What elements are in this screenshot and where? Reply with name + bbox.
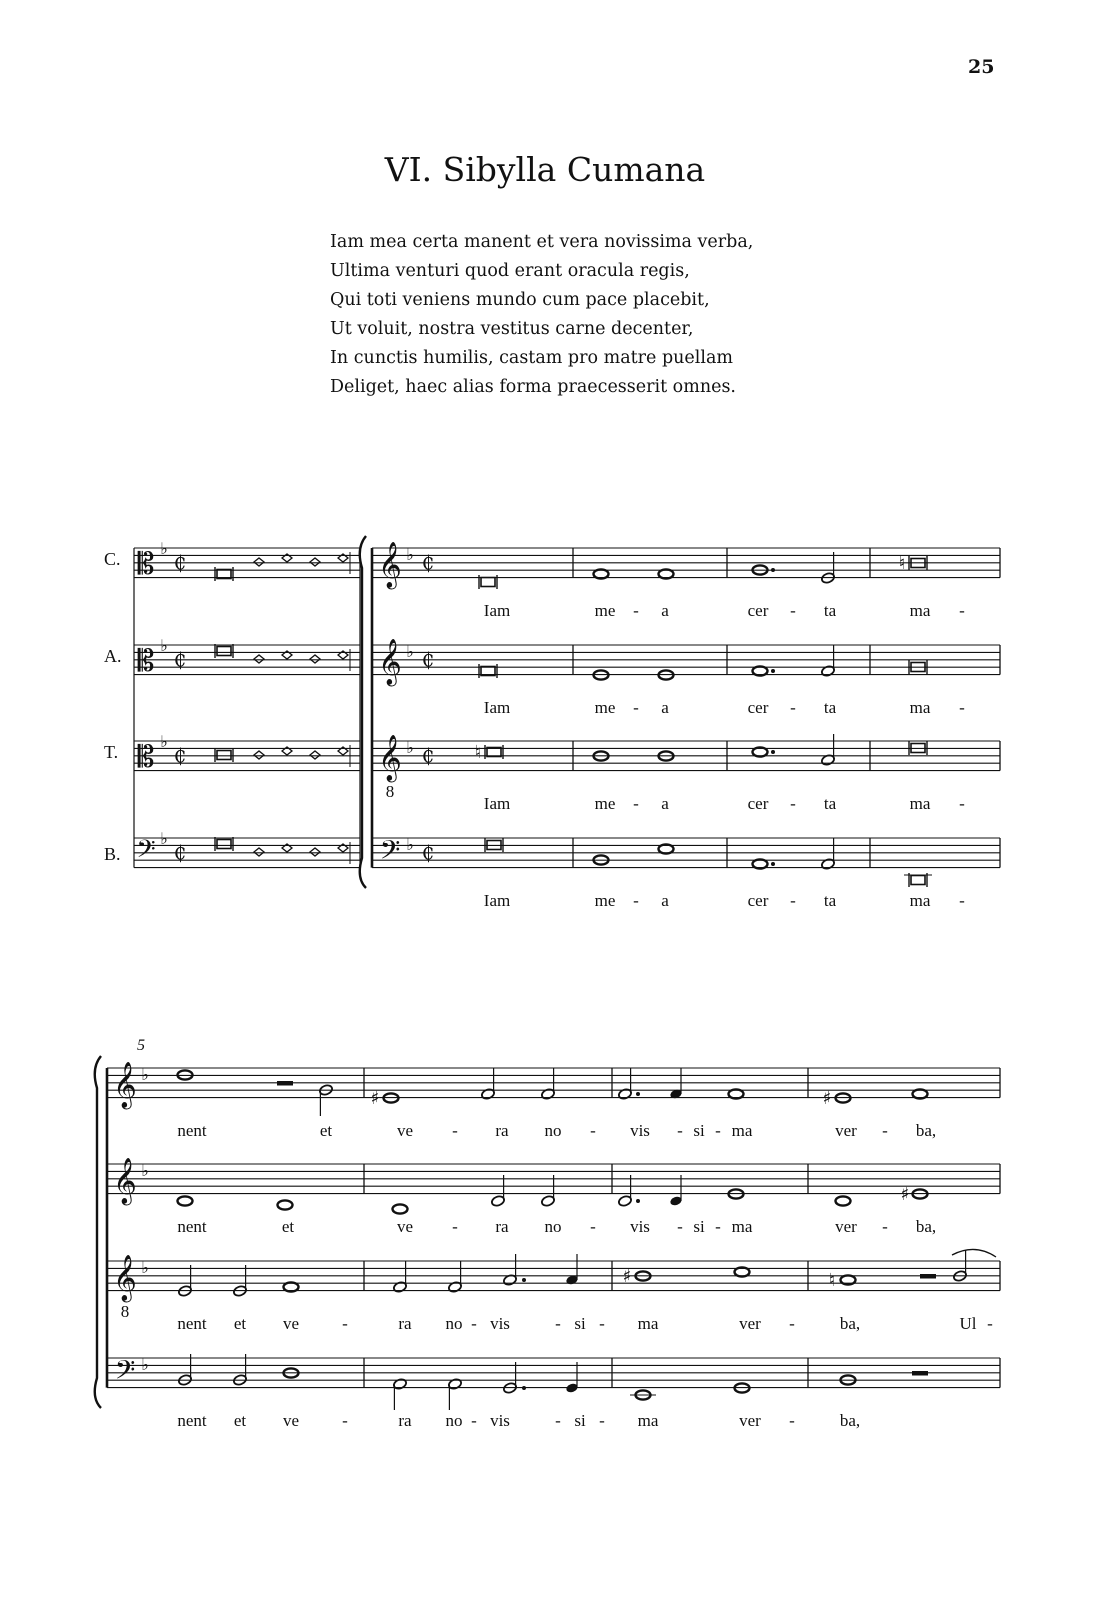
cut-time-icon: ₵ — [173, 840, 187, 864]
lyric-syllable: - — [677, 1121, 683, 1140]
flat-sign: ♭ — [406, 738, 414, 757]
lyric-syllable: - — [959, 794, 965, 813]
lyric-syllable: - — [590, 1217, 596, 1236]
lyric-syllable: nent — [177, 1121, 207, 1140]
augmentation-dot — [771, 669, 775, 673]
lyric-syllable: - — [882, 1217, 888, 1236]
lyric-syllable: - — [987, 1314, 993, 1333]
lyric-syllable: ba, — [839, 1411, 861, 1430]
lyric-syllable: - — [959, 698, 965, 717]
lyric-syllable: no — [544, 1121, 562, 1140]
octave-mark: 8 — [120, 1302, 130, 1321]
natural-sign: ♮ — [474, 742, 482, 763]
lyric-syllable: et — [319, 1121, 333, 1140]
lyric-syllable: cer — [747, 891, 769, 910]
flat-sign: ♭ — [141, 1355, 149, 1374]
breve-note — [911, 876, 925, 885]
whole-note — [836, 1196, 851, 1205]
lyric-syllable: ta — [823, 794, 837, 813]
lyric-syllable: vis — [490, 1314, 510, 1333]
lyric-syllable: Iam — [483, 601, 511, 620]
lyric-syllable: - — [790, 698, 796, 717]
sharp-sign: ♯ — [622, 1266, 632, 1287]
lyric-syllable: ve — [282, 1411, 300, 1430]
incipit-note — [254, 558, 264, 566]
poem-line: In cunctis humilis, castam pro matre puellam — [330, 348, 733, 368]
system-brace — [360, 536, 366, 888]
c-clef-icon: 𝄡 — [137, 547, 155, 582]
sharp-sign: ♯ — [370, 1088, 380, 1109]
cut-time-icon: ₵ — [421, 743, 435, 767]
treble-clef-icon: 𝄞 — [378, 639, 402, 685]
half-rest — [912, 1371, 928, 1376]
breve-note — [217, 647, 231, 656]
lyric-syllable: ta — [823, 601, 837, 620]
lyric-syllable: - — [789, 1314, 795, 1333]
lyric-syllable: ver — [835, 1217, 857, 1236]
natural-sign: ♮ — [828, 1270, 836, 1291]
lyric-syllable: ma — [909, 601, 931, 620]
lyric-syllable: me — [594, 601, 616, 620]
lyric-syllable: ra — [398, 1411, 412, 1430]
lyric-syllable: cer — [747, 601, 769, 620]
incipit-note — [254, 848, 264, 856]
lyric-syllable: ve — [282, 1314, 300, 1333]
lyric-syllable: nent — [177, 1411, 207, 1430]
lyric-syllable: no — [445, 1411, 463, 1430]
lyric-syllable: vis — [630, 1121, 650, 1140]
whole-note — [278, 1200, 293, 1209]
augmentation-dot — [771, 568, 775, 572]
lyric-syllable: ver — [835, 1121, 857, 1140]
lyric-syllable: nent — [177, 1217, 207, 1236]
lyric-syllable: a — [661, 698, 669, 717]
augmentation-dot — [636, 1092, 640, 1096]
voice-label: A. — [104, 646, 122, 666]
lyric-syllable: a — [661, 794, 669, 813]
voice-label: C. — [104, 549, 121, 569]
cut-time-icon: ₵ — [421, 647, 435, 671]
incipit-note — [254, 751, 264, 759]
lyric-syllable: - — [959, 891, 965, 910]
lyric-syllable: - — [715, 1217, 721, 1236]
lyric-syllable: ra — [398, 1314, 412, 1333]
lyric-syllable: ma — [731, 1217, 753, 1236]
tie-slur — [952, 1249, 996, 1257]
lyric-syllable: et — [281, 1217, 295, 1236]
lyric-syllable: si — [693, 1217, 705, 1236]
voice-label: B. — [104, 844, 121, 864]
lyric-syllable: ba, — [915, 1121, 937, 1140]
flat-sign: ♭ — [406, 642, 414, 661]
cut-time-icon: ₵ — [173, 647, 187, 671]
half-rest — [277, 1081, 293, 1086]
flat-sign: ♭ — [160, 539, 168, 558]
lyric-syllable: - — [789, 1411, 795, 1430]
lyric-syllable: - — [882, 1121, 888, 1140]
treble-clef-icon: 𝄞 — [113, 1062, 137, 1108]
lyric-syllable: ta — [823, 891, 837, 910]
lyric-syllable: si — [693, 1121, 705, 1140]
lyric-syllable: - — [555, 1411, 561, 1430]
breve-note — [481, 578, 495, 587]
lyric-syllable: si — [574, 1314, 586, 1333]
lyric-syllable: - — [471, 1411, 477, 1430]
flat-sign: ♭ — [160, 829, 168, 848]
bass-clef-icon: 𝄢 — [379, 834, 401, 872]
poem-line: Ultima venturi quod erant oracula regis, — [330, 261, 690, 281]
lyric-syllable: me — [594, 698, 616, 717]
augmentation-dot — [522, 1278, 526, 1282]
sharp-sign: ♯ — [822, 1088, 832, 1109]
whole-note — [393, 1204, 408, 1213]
lyric-syllable: et — [233, 1314, 247, 1333]
lyric-syllable: vis — [490, 1411, 510, 1430]
f-clef-icon: 𝄢 — [136, 835, 156, 870]
lyric-syllable: ra — [495, 1217, 509, 1236]
augmentation-dot — [771, 750, 775, 754]
lyric-syllable: a — [661, 601, 669, 620]
lyric-syllable: et — [233, 1411, 247, 1430]
incipit-note — [310, 751, 320, 759]
poem-line: Deliget, haec alias forma praecesserit omnes. — [330, 377, 736, 397]
flat-sign: ♭ — [406, 835, 414, 854]
cut-time-icon: ₵ — [421, 550, 435, 574]
flat-sign: ♭ — [406, 545, 414, 564]
cut-time-icon: ₵ — [173, 743, 187, 767]
treble-clef-icon: 𝄞 — [113, 1255, 137, 1301]
flat-sign: ♭ — [141, 1258, 149, 1277]
lyric-syllable: - — [471, 1314, 477, 1333]
augmentation-dot — [771, 862, 775, 866]
system-brace — [95, 1056, 101, 1408]
lyric-syllable: ver — [739, 1411, 761, 1430]
poem-line: Ut voluit, nostra vestitus carne decenter, — [330, 319, 694, 339]
lyric-syllable: no — [544, 1217, 562, 1236]
lyric-syllable: me — [594, 794, 616, 813]
lyric-syllable: si — [574, 1411, 586, 1430]
lyric-syllable: ba, — [915, 1217, 937, 1236]
treble-clef-icon: 𝄞 — [378, 542, 402, 588]
lyric-syllable: Iam — [483, 891, 511, 910]
lyric-syllable: - — [633, 794, 639, 813]
measure-number: 5 — [137, 1037, 145, 1054]
whole-note — [178, 1196, 193, 1205]
poem-line: Iam mea certa manent et vera novissima verba, — [330, 232, 754, 252]
treble-clef-icon: 𝄞 — [113, 1158, 137, 1204]
lyric-syllable: - — [452, 1121, 458, 1140]
incipit-note — [310, 655, 320, 663]
lyric-syllable: - — [555, 1314, 561, 1333]
poem-line: Qui toti veniens mundo cum pace placebit, — [330, 290, 710, 310]
lyric-syllable: - — [633, 601, 639, 620]
half-rest — [920, 1274, 936, 1279]
lyric-syllable: - — [790, 794, 796, 813]
incipit-note — [254, 655, 264, 663]
lyric-syllable: - — [590, 1121, 596, 1140]
sharp-sign: ♯ — [900, 1184, 910, 1205]
lyric-syllable: - — [342, 1314, 348, 1333]
incipit-note — [310, 848, 320, 856]
lyric-syllable: ma — [637, 1314, 659, 1333]
lyric-syllable: a — [661, 891, 669, 910]
cut-time-icon: ₵ — [173, 550, 187, 574]
lyric-syllable: ma — [909, 794, 931, 813]
lyric-syllable: ve — [396, 1217, 414, 1236]
page-number: 25 — [968, 56, 995, 78]
lyric-syllable: - — [599, 1314, 605, 1333]
incipit-note — [310, 558, 320, 566]
lyric-syllable: - — [342, 1411, 348, 1430]
lyric-syllable: Ul — [959, 1314, 977, 1333]
lyric-syllable: ma — [637, 1411, 659, 1430]
page-title: VI. Sibylla Cumana — [384, 150, 706, 189]
treble-clef-icon: 𝄞 — [378, 735, 402, 781]
lyric-syllable: ma — [909, 698, 931, 717]
lyric-syllable: ra — [495, 1121, 509, 1140]
breve-note — [217, 751, 231, 760]
flat-sign: ♭ — [141, 1065, 149, 1084]
lyric-syllable: nent — [177, 1314, 207, 1333]
lyric-syllable: - — [790, 891, 796, 910]
flat-sign: ♭ — [160, 636, 168, 655]
augmentation-dot — [522, 1386, 526, 1390]
bass-clef-icon: 𝄢 — [114, 1354, 136, 1392]
lyric-syllable: ver — [739, 1314, 761, 1333]
c-clef-icon: 𝄡 — [137, 740, 155, 775]
lyric-syllable: - — [715, 1121, 721, 1140]
lyric-syllable: Iam — [483, 698, 511, 717]
lyric-syllable: - — [452, 1217, 458, 1236]
c-clef-icon: 𝄡 — [137, 644, 155, 679]
lyric-syllable: - — [959, 601, 965, 620]
voice-label: T. — [104, 742, 119, 762]
natural-sign: ♮ — [898, 553, 906, 574]
lyric-syllable: ma — [909, 891, 931, 910]
lyric-syllable: ba, — [839, 1314, 861, 1333]
lyric-syllable: - — [677, 1217, 683, 1236]
lyric-syllable: vis — [630, 1217, 650, 1236]
flat-sign: ♭ — [160, 732, 168, 751]
cut-time-icon: ₵ — [421, 840, 435, 864]
lyric-syllable: cer — [747, 794, 769, 813]
lyric-syllable: ve — [396, 1121, 414, 1140]
lyric-syllable: ta — [823, 698, 837, 717]
lyric-syllable: ma — [731, 1121, 753, 1140]
augmentation-dot — [636, 1199, 640, 1203]
lyric-syllable: me — [594, 891, 616, 910]
octave-mark: 8 — [385, 782, 395, 801]
flat-sign: ♭ — [141, 1161, 149, 1180]
breve-note — [217, 840, 231, 849]
lyric-syllable: - — [790, 601, 796, 620]
lyric-syllable: - — [633, 891, 639, 910]
lyric-syllable: no — [445, 1314, 463, 1333]
lyric-syllable: cer — [747, 698, 769, 717]
lyric-syllable: - — [599, 1411, 605, 1430]
lyric-syllable: - — [633, 698, 639, 717]
lyric-syllable: Iam — [483, 794, 511, 813]
